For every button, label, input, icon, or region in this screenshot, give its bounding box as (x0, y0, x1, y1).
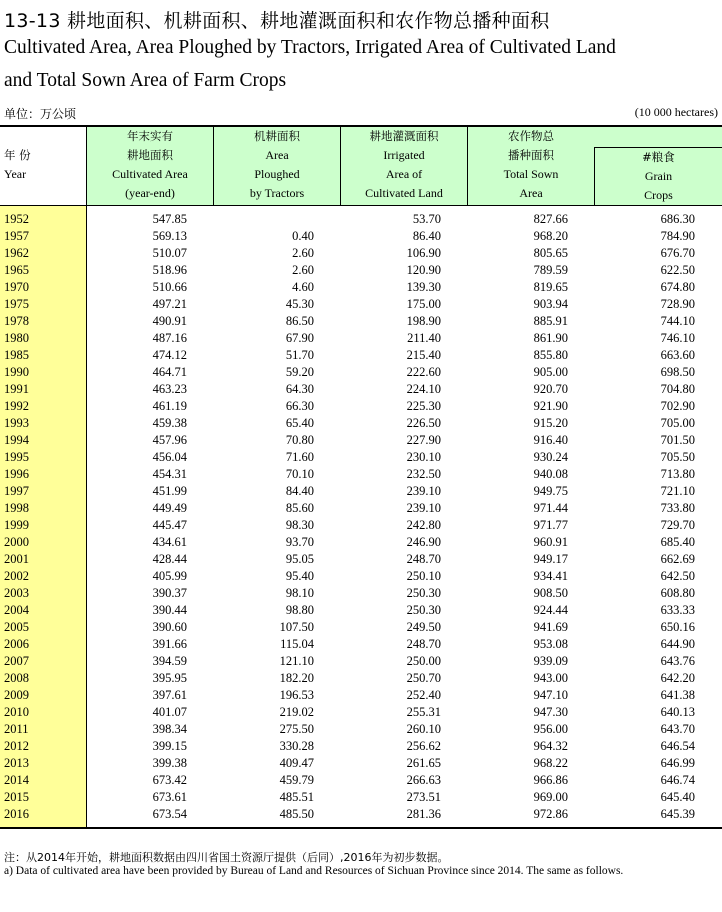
cell-sown: 968.20 (533, 229, 568, 243)
cell-sown: 971.44 (533, 501, 568, 515)
cell-sown: 885.91 (533, 314, 568, 328)
cell-grain: 705.50 (660, 450, 695, 464)
cell-cultivated: 459.38 (152, 416, 187, 430)
col-divider-4 (467, 127, 468, 205)
cell-grain: 702.90 (660, 399, 695, 413)
table-row (0, 806, 722, 823)
cell-irrigated: 232.50 (406, 467, 441, 481)
cell-sown: 855.80 (533, 348, 568, 362)
cell-year: 1970 (4, 280, 29, 294)
cell-ploughed: 219.02 (279, 705, 314, 719)
cell-year: 2015 (4, 790, 29, 804)
cell-sown: 934.41 (533, 569, 568, 583)
cell-ploughed: 45.30 (285, 297, 314, 311)
cell-ploughed: 98.10 (285, 586, 314, 600)
cell-grain: 685.40 (660, 535, 695, 549)
cell-irrigated: 250.30 (406, 603, 441, 617)
cell-irrigated: 120.90 (406, 263, 441, 277)
cell-irrigated: 139.30 (406, 280, 441, 294)
cell-irrigated: 222.60 (406, 365, 441, 379)
cell-irrigated: 227.90 (406, 433, 441, 447)
table-row (0, 772, 722, 789)
cell-irrigated: 249.50 (406, 620, 441, 634)
cell-ploughed: 98.30 (285, 518, 314, 532)
header-col1-line2: 耕地面积 (127, 148, 173, 162)
cell-year: 2005 (4, 620, 29, 634)
cell-grain: 650.16 (660, 620, 695, 634)
cell-year: 2004 (4, 603, 29, 617)
cell-ploughed: 115.04 (280, 637, 314, 651)
col-divider-2 (213, 127, 214, 205)
cell-irrigated: 261.65 (406, 756, 441, 770)
data-table-body (0, 211, 722, 823)
cell-grain: 784.90 (660, 229, 695, 243)
cell-irrigated: 226.50 (406, 416, 441, 430)
cell-cultivated: 399.38 (152, 756, 187, 770)
cell-sown: 940.08 (533, 467, 568, 481)
table-row (0, 381, 722, 398)
cell-ploughed: 67.90 (285, 331, 314, 345)
cell-irrigated: 224.10 (406, 382, 441, 396)
cell-grain: 662.69 (660, 552, 695, 566)
cell-grain: 744.10 (660, 314, 695, 328)
cell-sown: 941.69 (533, 620, 568, 634)
cell-ploughed: 98.80 (285, 603, 314, 617)
cell-cultivated: 490.91 (152, 314, 187, 328)
cell-grain: 729.70 (660, 518, 695, 532)
cell-ploughed: 4.60 (292, 280, 314, 294)
cell-sown: 956.00 (533, 722, 568, 736)
cell-grain: 686.30 (660, 212, 695, 226)
cell-sown: 972.86 (533, 807, 568, 821)
header-ploughed-area (214, 127, 340, 205)
header-col5-line3: Crops (644, 188, 673, 202)
cell-ploughed: 182.20 (279, 671, 314, 685)
cell-grain: 643.70 (660, 722, 695, 736)
table-row (0, 517, 722, 534)
cell-sown: 916.40 (533, 433, 568, 447)
table-row (0, 721, 722, 738)
cell-year: 2009 (4, 688, 29, 702)
cell-irrigated: 86.40 (412, 229, 441, 243)
header-col1-line4: (year-end) (125, 186, 175, 200)
cell-ploughed: 459.79 (279, 773, 314, 787)
cell-cultivated: 464.71 (152, 365, 187, 379)
cell-grain: 663.60 (660, 348, 695, 362)
cell-irrigated: 211.40 (407, 331, 441, 345)
cell-irrigated: 281.36 (406, 807, 441, 821)
cell-year: 1993 (4, 416, 29, 430)
cell-grain: 705.00 (660, 416, 695, 430)
table-row (0, 432, 722, 449)
cell-year: 1994 (4, 433, 29, 447)
header-col2-line1: 机耕面积 (254, 129, 300, 143)
table-row (0, 636, 722, 653)
cell-year: 1999 (4, 518, 29, 532)
header-col2-line2: Area (265, 148, 289, 162)
cell-sown: 915.20 (533, 416, 568, 430)
cell-irrigated: 248.70 (406, 637, 441, 651)
cell-grain: 646.54 (660, 739, 695, 753)
header-cultivated-area (87, 127, 213, 205)
cell-grain: 633.33 (660, 603, 695, 617)
cell-grain: 676.70 (660, 246, 695, 260)
page-title-en-line1: Cultivated Area, Area Ploughed by Tractors, Irrigated Area of Cultivated Land (4, 37, 616, 58)
cell-ploughed: 485.50 (279, 807, 314, 821)
cell-grain: 704.80 (660, 382, 695, 396)
cell-sown: 947.10 (533, 688, 568, 702)
cell-grain: 643.76 (660, 654, 695, 668)
cell-ploughed: 275.50 (279, 722, 314, 736)
table-row (0, 449, 722, 466)
cell-grain: 646.74 (660, 773, 695, 787)
cell-sown: 905.00 (533, 365, 568, 379)
table-row (0, 602, 722, 619)
cell-irrigated: 255.31 (406, 705, 441, 719)
header-col5-line2: Grain (644, 169, 673, 183)
header-col3-line3: Area of (385, 167, 423, 181)
cell-sown: 920.70 (533, 382, 568, 396)
cell-year: 1996 (4, 467, 29, 481)
cell-year: 1997 (4, 484, 29, 498)
cell-sown: 861.90 (533, 331, 568, 345)
header-col5-line1: #粮食 (642, 150, 675, 164)
cell-sown: 827.66 (533, 212, 568, 226)
cell-sown: 924.44 (533, 603, 568, 617)
cell-cultivated: 390.60 (152, 620, 187, 634)
cell-irrigated: 250.30 (406, 586, 441, 600)
header-year (0, 127, 86, 205)
cell-ploughed: 196.53 (279, 688, 314, 702)
bottom-rule (0, 827, 722, 829)
header-year-en: Year (4, 167, 27, 181)
cell-cultivated: 398.34 (152, 722, 187, 736)
cell-ploughed: 2.60 (292, 263, 314, 277)
cell-year: 2001 (4, 552, 29, 566)
cell-sown: 908.50 (533, 586, 568, 600)
cell-irrigated: 230.10 (406, 450, 441, 464)
cell-ploughed: 84.40 (285, 484, 314, 498)
cell-cultivated: 449.49 (152, 501, 187, 515)
table-row (0, 653, 722, 670)
table-row (0, 568, 722, 585)
cell-grain: 642.20 (660, 671, 695, 685)
cell-cultivated: 434.61 (152, 535, 187, 549)
cell-year: 2007 (4, 654, 29, 668)
cell-grain: 721.10 (660, 484, 695, 498)
cell-cultivated: 405.99 (152, 569, 187, 583)
header-col1-line3: Cultivated Area (112, 167, 188, 181)
cell-grain: 645.40 (660, 790, 695, 804)
cell-year: 2006 (4, 637, 29, 651)
cell-irrigated: 266.63 (406, 773, 441, 787)
cell-year: 1985 (4, 348, 29, 362)
cell-cultivated: 569.13 (152, 229, 187, 243)
cell-irrigated: 273.51 (406, 790, 441, 804)
table-row (0, 789, 722, 806)
cell-grain: 713.80 (660, 467, 695, 481)
cell-sown: 819.65 (533, 280, 568, 294)
cell-grain: 698.50 (660, 365, 695, 379)
cell-cultivated: 390.37 (152, 586, 187, 600)
cell-cultivated: 510.66 (152, 280, 187, 294)
table-row (0, 364, 722, 381)
cell-irrigated: 53.70 (412, 212, 441, 226)
header-col4-line1: 农作物总 (508, 129, 554, 143)
cell-ploughed: 66.30 (285, 399, 314, 413)
page-title: 13-13 耕地面积、机耕面积、耕地灌溉面积和农作物总播种面积 (4, 10, 550, 32)
cell-sown: 789.59 (533, 263, 568, 277)
cell-ploughed: 0.40 (292, 229, 314, 243)
cell-sown: 903.94 (533, 297, 568, 311)
header-col4-line3: Total Sown (503, 167, 559, 181)
cell-ploughed: 95.05 (285, 552, 314, 566)
page-title-en-line2: and Total Sown Area of Farm Crops (4, 70, 287, 91)
table-row (0, 211, 722, 228)
cell-grain: 622.50 (660, 263, 695, 277)
table-row (0, 704, 722, 721)
cell-cultivated: 391.66 (152, 637, 187, 651)
cell-ploughed: 121.10 (279, 654, 314, 668)
cell-year: 2012 (4, 739, 29, 753)
cell-ploughed: 70.10 (285, 467, 314, 481)
cell-cultivated: 397.61 (152, 688, 187, 702)
cell-ploughed: 330.28 (279, 739, 314, 753)
cell-irrigated: 198.90 (406, 314, 441, 328)
cell-irrigated: 242.80 (406, 518, 441, 532)
cell-grain: 608.80 (660, 586, 695, 600)
cell-irrigated: 239.10 (406, 501, 441, 515)
cell-cultivated: 456.04 (152, 450, 187, 464)
cell-ploughed: 409.47 (279, 756, 314, 770)
header-total-sown-area (468, 127, 722, 205)
header-year-cn: 年 份 (4, 148, 31, 162)
cell-sown: 943.00 (533, 671, 568, 685)
cell-irrigated: 225.30 (406, 399, 441, 413)
table-row (0, 398, 722, 415)
header-col4-line4: Area (519, 186, 543, 200)
cell-year: 1952 (4, 212, 29, 226)
table-row (0, 500, 722, 517)
cell-ploughed: 65.40 (285, 416, 314, 430)
cell-year: 1975 (4, 297, 29, 311)
cell-cultivated: 451.99 (152, 484, 187, 498)
cell-year: 1980 (4, 331, 29, 345)
header-irrigated-area (341, 127, 467, 205)
cell-grain: 674.80 (660, 280, 695, 294)
cell-year: 1978 (4, 314, 29, 328)
cell-year: 1991 (4, 382, 29, 396)
cell-year: 2016 (4, 807, 29, 821)
cell-year: 2014 (4, 773, 29, 787)
cell-cultivated: 547.85 (152, 212, 187, 226)
cell-irrigated: 239.10 (406, 484, 441, 498)
header-bottom-rule (0, 205, 722, 206)
cell-ploughed: 86.50 (285, 314, 314, 328)
cell-grain: 701.50 (660, 433, 695, 447)
cell-cultivated: 454.31 (152, 467, 187, 481)
cell-cultivated: 487.16 (152, 331, 187, 345)
table-row (0, 755, 722, 772)
cell-grain: 733.80 (660, 501, 695, 515)
cell-year: 2000 (4, 535, 29, 549)
cell-ploughed: 64.30 (285, 382, 314, 396)
cell-sown: 960.91 (533, 535, 568, 549)
cell-sown: 939.09 (533, 654, 568, 668)
table-row (0, 313, 722, 330)
table-row (0, 415, 722, 432)
cell-ploughed: 70.80 (285, 433, 314, 447)
header-col1-line1: 年末实有 (127, 129, 173, 143)
cell-irrigated: 256.62 (406, 739, 441, 753)
cell-sown: 953.08 (533, 637, 568, 651)
col-divider-3 (340, 127, 341, 205)
table-row (0, 551, 722, 568)
cell-ploughed: 51.70 (285, 348, 314, 362)
cell-cultivated: 474.12 (152, 348, 187, 362)
table-row (0, 347, 722, 364)
cell-year: 1992 (4, 399, 29, 413)
header-col2-line3: Ploughed (254, 167, 300, 181)
cell-grain: 640.13 (660, 705, 695, 719)
unit-label-en: (10 000 hectares) (634, 105, 718, 119)
cell-irrigated: 248.70 (406, 552, 441, 566)
cell-grain: 642.50 (660, 569, 695, 583)
cell-year: 2013 (4, 756, 29, 770)
cell-grain: 728.90 (660, 297, 695, 311)
unit-label-cn: 单位：万公顷 (4, 107, 77, 121)
cell-grain: 746.10 (660, 331, 695, 345)
cell-cultivated: 673.61 (152, 790, 187, 804)
cell-cultivated: 497.21 (152, 297, 187, 311)
cell-sown: 930.24 (533, 450, 568, 464)
cell-year: 1995 (4, 450, 29, 464)
cell-sown: 971.77 (533, 518, 568, 532)
table-row (0, 687, 722, 704)
table-row (0, 279, 722, 296)
cell-year: 1962 (4, 246, 29, 260)
cell-cultivated: 395.95 (152, 671, 187, 685)
table-row (0, 330, 722, 347)
cell-grain: 641.38 (660, 688, 695, 702)
cell-irrigated: 106.90 (406, 246, 441, 260)
table-row (0, 670, 722, 687)
cell-ploughed: 95.40 (285, 569, 314, 583)
header-grain-crops (595, 148, 722, 205)
cell-ploughed: 107.50 (279, 620, 314, 634)
cell-year: 2010 (4, 705, 29, 719)
cell-ploughed: 93.70 (285, 535, 314, 549)
cell-irrigated: 252.40 (406, 688, 441, 702)
header-col3-line2: Irrigated (383, 148, 425, 162)
cell-year: 1990 (4, 365, 29, 379)
cell-ploughed: 85.60 (285, 501, 314, 515)
cell-cultivated: 463.23 (152, 382, 187, 396)
cell-year: 2002 (4, 569, 29, 583)
cell-cultivated: 673.42 (152, 773, 187, 787)
col-divider-5 (594, 147, 595, 205)
cell-sown: 949.17 (533, 552, 568, 566)
table-row (0, 738, 722, 755)
cell-year: 2008 (4, 671, 29, 685)
table-row (0, 228, 722, 245)
table-row (0, 245, 722, 262)
cell-year: 2003 (4, 586, 29, 600)
table-row (0, 296, 722, 313)
cell-cultivated: 673.54 (152, 807, 187, 821)
cell-year: 2011 (4, 722, 29, 736)
table-row (0, 619, 722, 636)
cell-grain: 645.39 (660, 807, 695, 821)
cell-cultivated: 457.96 (152, 433, 187, 447)
table-row (0, 466, 722, 483)
table-row (0, 534, 722, 551)
cell-irrigated: 260.10 (406, 722, 441, 736)
header-col3-line4: Cultivated Land (365, 186, 443, 200)
cell-irrigated: 250.10 (406, 569, 441, 583)
cell-ploughed: 485.51 (279, 790, 314, 804)
cell-irrigated: 175.00 (406, 297, 441, 311)
cell-irrigated: 250.00 (406, 654, 441, 668)
cell-ploughed: 59.20 (285, 365, 314, 379)
cell-irrigated: 246.90 (406, 535, 441, 549)
cell-cultivated: 401.07 (152, 705, 187, 719)
cell-cultivated: 428.44 (152, 552, 187, 566)
cell-cultivated: 390.44 (152, 603, 187, 617)
cell-sown: 966.86 (533, 773, 568, 787)
cell-ploughed: 71.60 (285, 450, 314, 464)
cell-year: 1965 (4, 263, 29, 277)
grain-header-rule (595, 147, 722, 148)
table-row (0, 262, 722, 279)
header-col4-line2: 播种面积 (508, 148, 554, 162)
cell-grain: 646.99 (660, 756, 695, 770)
cell-cultivated: 510.07 (152, 246, 187, 260)
cell-sown: 949.75 (533, 484, 568, 498)
cell-sown: 964.32 (533, 739, 568, 753)
cell-grain: 644.90 (660, 637, 695, 651)
cell-cultivated: 399.15 (152, 739, 187, 753)
cell-irrigated: 215.40 (406, 348, 441, 362)
cell-year: 1998 (4, 501, 29, 515)
cell-cultivated: 518.96 (152, 263, 187, 277)
cell-cultivated: 445.47 (152, 518, 187, 532)
cell-sown: 921.90 (533, 399, 568, 413)
cell-irrigated: 250.70 (406, 671, 441, 685)
cell-year: 1957 (4, 229, 29, 243)
table-row (0, 483, 722, 500)
cell-sown: 805.65 (533, 246, 568, 260)
cell-sown: 968.22 (533, 756, 568, 770)
cell-cultivated: 394.59 (152, 654, 187, 668)
cell-sown: 947.30 (533, 705, 568, 719)
header-col2-line4: by Tractors (249, 186, 305, 200)
cell-ploughed: 2.60 (292, 246, 314, 260)
footnote-cn: 注：从2014年开始，耕地面积数据由四川省国土资源厅提供（后同）,2016年为初步数据。 (4, 851, 449, 864)
header-col3-line1: 耕地灌溉面积 (369, 129, 439, 143)
footnote-en: a) Data of cultivated area have been provided by Bureau of Land and Resources of Sichuan Province since 2014. The same as follows. (4, 865, 624, 877)
cell-sown: 969.00 (533, 790, 568, 804)
top-rule (0, 125, 722, 127)
table-row (0, 585, 722, 602)
cell-cultivated: 461.19 (152, 399, 187, 413)
